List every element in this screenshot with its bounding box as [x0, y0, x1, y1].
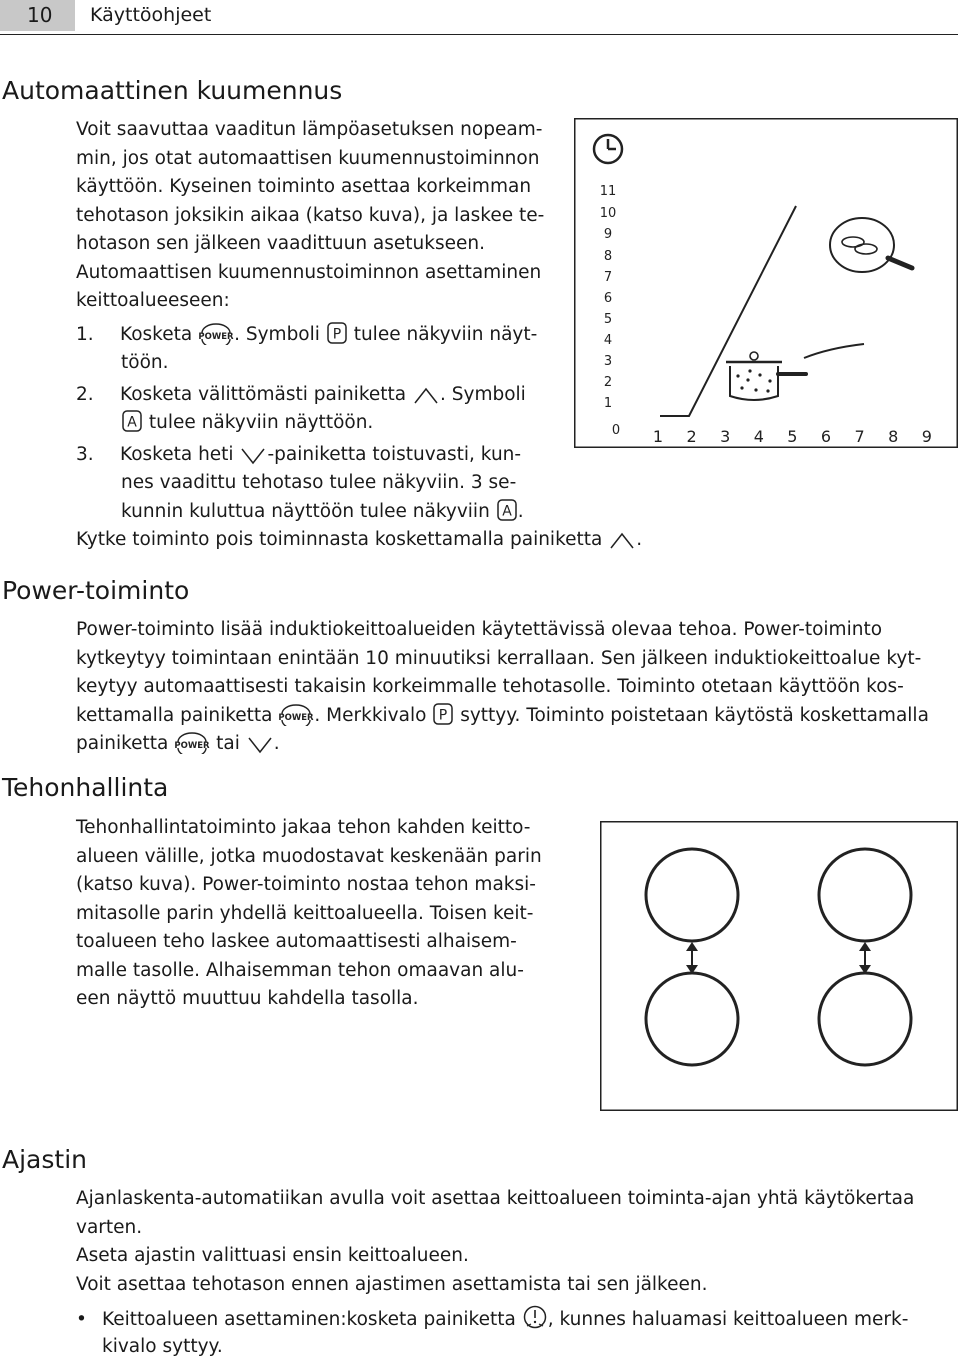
timer-icon — [522, 1304, 548, 1330]
step-3 — [76, 441, 642, 470]
step-2-continued — [76, 409, 642, 438]
teho-line: toalueen teho laskee automaattisesti alhaisem- — [76, 931, 517, 952]
ajastin-line: Ajanlaskenta-automatiikan avulla voit asettaa keittoalueen toiminta-ajan yhtä käytökertaa — [76, 1188, 915, 1209]
bullet-text: , kunnes haluamasi keittoalueen merk- — [547, 1309, 909, 1330]
p-symbol-icon — [326, 321, 348, 345]
power-line: kytkeytyy toimintaan enintään 10 minuutiksi kerrallaan. Sen jälkeen induktiokeittoalue kyt- — [76, 647, 922, 669]
timer-icon — [594, 135, 622, 163]
page-number: 10 — [0, 0, 75, 31]
step-text: -painiketta toistuvasti, kun- — [267, 443, 522, 465]
power-text: kettamalla painiketta — [76, 704, 273, 726]
step-text: tulee näkyviin näyt- — [353, 323, 538, 345]
auto-off-instruction — [76, 526, 642, 555]
step-text: kunnin kuluttua näyttöön tulee näkyviin — [121, 500, 490, 522]
power-section-text — [76, 616, 929, 759]
auto-heat-figure — [574, 118, 958, 448]
step-text: . Symboli — [234, 323, 320, 345]
cooking-zone-rear-left — [646, 973, 738, 1065]
power-button-icon — [174, 732, 210, 754]
y-axis-tick-label: 11 — [599, 184, 617, 199]
section-heading-auto: Automaattinen kuumennus — [2, 76, 343, 105]
cooktop-zones-figure — [600, 821, 958, 1111]
heat-curve-rise — [660, 206, 796, 416]
power-line: Power-toiminto lisää induktiokeittoalueiden käytettävissä olevaa tehoa. Power-toiminto — [76, 619, 883, 640]
x-axis-tick-label: 8 — [888, 427, 899, 446]
step-text: tulee näkyviin näyttöön. — [148, 412, 374, 433]
power-text: . Merkkivalo — [314, 704, 427, 726]
x-axis-tick-label: 9 — [921, 427, 932, 446]
p-icon-glyph: P — [439, 707, 448, 723]
cooking-zone-front-right — [819, 849, 911, 941]
x-axis-tick-label: 1 — [652, 427, 664, 446]
p-symbol-icon — [432, 702, 454, 726]
auto-intro-line: keittoalueeseen: — [76, 290, 230, 311]
step-number: 3. — [76, 443, 94, 465]
y-axis-tick-label: 4 — [603, 333, 613, 348]
power-icon-text: POWER — [278, 712, 314, 723]
caret-up-icon — [608, 530, 636, 550]
a-icon-glyph: A — [127, 414, 137, 431]
step-number: 1. — [76, 323, 94, 345]
power-text: . — [273, 733, 280, 754]
cooking-zone-front-left — [646, 849, 738, 941]
x-axis-labels — [653, 427, 932, 446]
step-text: . — [517, 500, 524, 522]
cooking-zone-rear-right — [819, 973, 911, 1065]
y-axis-tick-label: 6 — [603, 291, 613, 306]
teho-section-text — [76, 814, 542, 1014]
x-axis-tick-label: 3 — [720, 427, 731, 446]
step-text: Kosketa — [120, 323, 193, 345]
page-header-title: Käyttöohjeet — [90, 4, 212, 26]
power-button-icon — [198, 323, 234, 345]
header-rule — [0, 34, 958, 35]
step-1-continued: töön. — [121, 352, 169, 373]
power-text: syttyy. Toiminto poistetaan käytöstä koskettamalla — [460, 704, 929, 726]
y-axis-tick-label: 5 — [603, 312, 613, 327]
saucepan-icon — [726, 352, 806, 400]
y-axis-tick-label: 2 — [603, 375, 613, 390]
power-icon-text: POWER — [198, 331, 234, 342]
figure-frame — [575, 119, 958, 448]
step-2 — [76, 381, 642, 410]
y-axis-tick-label: 9 — [603, 227, 613, 242]
auto-intro-line: käyttöön. Kyseinen toiminto asettaa korkeimman — [76, 176, 532, 197]
power-line: keytyy automaattisesti takaisin korkeimmalle tehotasolle. Toiminto otetaan käyttöön kos- — [76, 676, 904, 697]
cooktop-frame — [601, 822, 958, 1111]
heat-curve-settle — [804, 344, 864, 358]
y-axis-tick-label: 7 — [603, 270, 613, 285]
section-heading-ajastin: Ajastin — [2, 1145, 87, 1174]
ajastin-bullet-continued: kivalo syttyy. — [102, 1335, 223, 1357]
step-number: 2. — [76, 383, 94, 405]
teho-line: malle tasolle. Alhaisemman tehon omaavan alu- — [76, 959, 524, 981]
power-button-icon — [278, 704, 314, 726]
x-axis-tick-label: 6 — [820, 427, 832, 446]
auto-intro-line: tehotason joksikin aikaa (katso kuva), ja laskee te- — [76, 204, 545, 226]
a-symbol-icon — [121, 409, 143, 433]
step-text: . Symboli — [440, 383, 526, 405]
caret-up-icon — [412, 385, 440, 405]
a-icon-glyph: A — [501, 503, 512, 519]
step-1 — [76, 321, 642, 350]
step-3-line-3 — [76, 498, 642, 527]
frying-pan-icon — [830, 218, 912, 272]
pair-arrow-left-icon — [686, 942, 698, 974]
ajastin-line: varten. — [76, 1216, 143, 1238]
power-line — [76, 702, 929, 731]
teho-line: Tehonhallintatoiminto jakaa tehon kahden keitto- — [76, 817, 531, 838]
y-axis-tick-label: 0 — [611, 423, 621, 438]
teho-line: alueen välille, jotka muodostavat keskenään parin — [76, 845, 542, 867]
ajastin-bullet — [76, 1304, 914, 1333]
x-axis-tick-label: 7 — [854, 427, 865, 446]
step-text: Kosketa välittömästi painiketta — [120, 383, 407, 405]
step-text: Kosketa heti — [120, 443, 234, 465]
auto-intro-line: Automaattisen kuumennustoiminnon asettaminen — [76, 261, 542, 283]
section-heading-power: Power-toiminto — [2, 576, 190, 605]
power-line — [76, 730, 929, 759]
y-axis-labels — [600, 184, 620, 438]
ajastin-line: Voit asettaa tehotason ennen ajastimen asettamista tai sen jälkeen. — [76, 1273, 708, 1295]
power-text: painiketta — [76, 733, 169, 754]
bullet-dot-icon: • — [76, 1309, 87, 1330]
x-axis-tick-label: 5 — [787, 427, 798, 446]
caret-down-icon — [246, 734, 274, 754]
teho-line: mitasolle parin yhdellä keittoalueella. Toisen keit- — [76, 902, 534, 924]
auto-intro-line: min, jos otat automaattisen kuumennustoiminnon — [76, 147, 540, 169]
teho-line: een näyttö muuttuu kahdella tasolla. — [76, 988, 419, 1009]
off-text: Kytke toiminto pois toiminnasta koskettamalla painiketta — [76, 529, 603, 550]
p-icon-glyph: P — [332, 326, 342, 342]
step-3-line-2: nes vaadittu tehotaso tulee näkyviin. 3 se- — [121, 472, 517, 493]
bullet-text: Keittoalueen asettaminen:kosketa painiketta — [102, 1309, 516, 1330]
auto-intro-line: hotason sen jälkeen vaadittuun asetukseen. — [76, 233, 485, 254]
off-text: . — [636, 529, 643, 550]
auto-section-text — [76, 116, 642, 555]
power-icon-text: POWER — [174, 741, 210, 751]
x-axis-tick-label: 2 — [686, 427, 697, 446]
y-axis-tick-label: 3 — [603, 354, 613, 369]
caret-down-icon — [239, 445, 267, 465]
power-text: tai — [216, 733, 240, 754]
y-axis-tick-label: 8 — [603, 249, 613, 264]
pair-arrow-right-icon — [859, 942, 871, 974]
y-axis-tick-label: 10 — [599, 206, 617, 221]
auto-intro-line: Voit saavuttaa vaaditun lämpöasetuksen nopeam- — [76, 119, 543, 140]
ajastin-section-text — [76, 1185, 914, 1361]
a-symbol-icon — [496, 498, 518, 522]
x-axis-tick-label: 4 — [753, 427, 764, 446]
y-axis-tick-label: 1 — [603, 396, 613, 411]
section-heading-teho: Tehonhallinta — [2, 773, 169, 802]
ajastin-line: Aseta ajastin valittuasi ensin keittoalueen. — [76, 1245, 469, 1266]
teho-line: (katso kuva). Power-toiminto nostaa tehon maksi- — [76, 874, 536, 895]
